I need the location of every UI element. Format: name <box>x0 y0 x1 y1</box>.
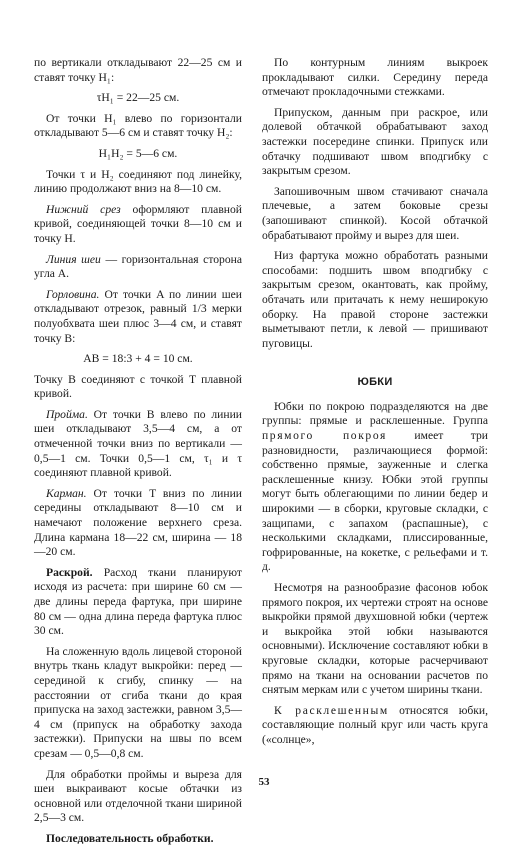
paragraph <box>34 253 242 282</box>
formula: H₁H₂ = 5—6 см. <box>98 146 178 160</box>
page-number: 53 <box>258 776 270 788</box>
term-italic: Горловина. <box>46 287 100 301</box>
paragraph-text: — горизонтальная сторона угла A. <box>34 252 242 281</box>
term-bold: Последовательность обработки. <box>46 831 214 845</box>
paragraph <box>34 832 242 847</box>
paragraph: Точку B соединяют с точкой T плавной кривой. <box>34 372 242 401</box>
paragraph: Низ фартука можно обработать разными способами: подшить швом вподгибку с закрытым срезом, окантовать, как пройму, обтачать или притачать к нему неширокую оборку. На правой стороне застежки выметывают петли, к левой — пришивают пуговицы. <box>262 249 488 350</box>
paragraph: Несмотря на разнообразие фасонов юбок прямого покроя, их чертежи строят на основе выкройки прямой двухшовной юбки (чертеж и выкройка этой юбки называются основными). Исключение составляют юбки в круговые складки, которые расчерчивают прямо на ткани на основании расчетов по снятым меркам или с учетом ширины ткани. <box>262 581 488 697</box>
term-bold: Раскрой. <box>46 565 93 579</box>
paragraph: По контурным линиям выкроек прокладывают силки. Середину переда отмечают прокладочными стежками. <box>262 56 488 99</box>
term-spaced: К расклешенным <box>274 703 389 717</box>
term-spaced: прямого покроя <box>262 429 387 443</box>
paragraph: Для обработки проймы и выреза для шеи выкраивают косые обтачки из основной или отделочной ткани шириной 2,5—3 см. <box>34 767 242 825</box>
spacer <box>262 357 488 375</box>
paragraph <box>34 408 242 481</box>
paragraph <box>262 400 488 575</box>
left-column <box>34 56 242 853</box>
paragraph-text: От точки B влево по линии шеи откладывают 3,5—4 см, а от отмеченной точки вниз по вертикали — 0,5—1 см. Точки 0,5—1 см, τ₁ и τ соединяют плавной кривой. <box>34 407 242 480</box>
paragraph: Припуском, данным при раскрое, или долевой обтачкой обрабатывают заход застежки посередине спинки. Припуск или обтачку подшивают швом вподгибку с закрытым срезом. <box>262 105 488 178</box>
term-italic: Пройма. <box>46 407 88 421</box>
formula: τH₁ = 22—25 см. <box>96 91 180 105</box>
term-italic: Нижний срез <box>46 202 121 216</box>
paragraph-text: От точки T вниз по линии середины откладывают 8—10 см и намечают положение верхнего среза. Длина кармана 18—22 см, ширина — 18—20 см. <box>34 486 242 559</box>
paragraph <box>34 203 242 247</box>
paragraph: От точки H₁ влево по горизонтали откладывают 5—6 см и ставят точку H₂: <box>34 111 242 140</box>
formula: AB = 18:3 + 4 = 10 см. <box>83 352 193 366</box>
section-heading: ЮБКИ <box>357 376 393 389</box>
paragraph <box>262 704 488 748</box>
term-italic: Линия шеи <box>46 252 101 266</box>
paragraph <box>34 288 242 346</box>
paragraph-text: От точки A по линии шеи откладывают отрезок, равный 1/3 мерки полуобхвата шеи плюс 3—4 см, и ставят точку B: <box>34 287 242 345</box>
paragraph-text: Расход ткани планируют исходя из расчета: при ширине 60 см — две длины переда фартука, при ширине 80 см — одна длина переда фартука плюс 30 см. <box>34 565 242 638</box>
paragraph-text: имеет три разновидности, различающиеся формой: собственно прямые, зауженные и слегка расклешенные книзу. Юбки этой группы могут быть облегающими по линии бедер и широкими — в сборки, круговые складки, с защипами, с запахом (распашные), с несколькими складками, плиссированные, гофрированные, на кокетке, с рельефами и т. д. <box>262 429 489 574</box>
paragraph-text: оформляют плавной кривой, соединяющей точки 8—10 см и точку H. <box>34 202 242 245</box>
right-column <box>262 56 488 754</box>
paragraph <box>34 566 242 639</box>
paragraph-text: Юбки по покрою подразделяются на две группы: прямые и расклешенные. Группа <box>262 399 488 428</box>
paragraph: Точки τ и H₂ соединяют под линейку, линию продолжают вниз на 8—10 см. <box>34 167 242 196</box>
paragraph: На сложенную вдоль лицевой стороной внутрь ткань кладут выкройки: перед — серединой к сгибу, спинку — на расстоянии от сгиба ткани до края припуска на заход застежки, равном 3,5—4 см (припуск на обработку захода застежки). Припуски на швы по всем срезам — 0,5—0,8 см. <box>34 644 242 760</box>
term-italic: Карман. <box>46 486 87 500</box>
paragraph: Запошивочным швом стачивают сначала плечевые, а затем боковые срезы (запошивают спинкой). Косой обтачкой обрабатывают пройму и вырез для шеи. <box>262 184 488 242</box>
paragraph <box>34 487 242 560</box>
paragraph: по вертикали откладывают 22—25 см и ставят точку H₁: <box>34 56 242 84</box>
paragraph-text: относятся юбки, составляющие полный круг или часть круга («солнце», <box>262 703 488 746</box>
